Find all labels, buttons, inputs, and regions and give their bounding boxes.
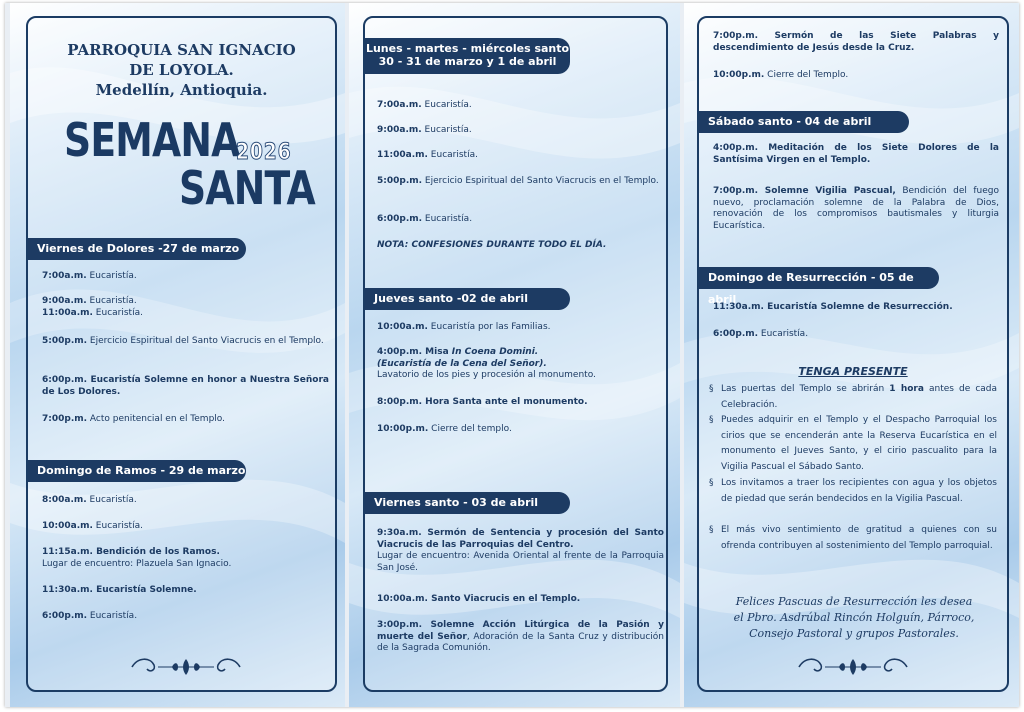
schedule-item: 6:00p.m. Eucaristía. — [713, 329, 809, 339]
schedule-item: 11:00a.m. Eucaristía. — [377, 150, 478, 160]
panel-right-card — [697, 16, 1009, 692]
section-header-sabado-santo: Sábado santo - 04 de abril — [699, 111, 909, 133]
panel-left-card — [26, 16, 337, 692]
schedule-item: 5:00p.m. Ejercicio Espiritual del Santo Viacrucis en el Templo. — [42, 336, 324, 346]
schedule-item: 9:30a.m. Sermón de Sentencia y procesión del Santo Viacrucis de las Parroquias del Centro. Lugar de encuentro: Avenida Oriental al frente de la Parroquia San José. — [377, 528, 664, 573]
section-header-viernes-dolores: Viernes de Dolores -27 de marzo — [28, 238, 246, 260]
section-header-domingo-resurreccion: Domingo de Resurrección - 05 de abril — [699, 267, 939, 289]
panel-middle — [349, 3, 680, 707]
schedule-item: 4:00p.m. Meditación de los Siete Dolores de la Santísima Virgen en el Templo. — [713, 143, 999, 165]
section-header-domingo-ramos: Domingo de Ramos - 29 de marzo — [28, 460, 246, 482]
section-sign-icon: § — [709, 384, 714, 394]
schedule-item: 6:00p.m. Eucaristía. — [42, 611, 138, 621]
section-header-lunes-miercoles: Lunes - martes - miércoles santo 30 - 31 de marzo y 1 de abril — [365, 38, 570, 74]
schedule-item: 5:00p.m. Ejercicio Espiritual del Santo Viacrucis en el Templo. — [377, 176, 659, 186]
schedule-item: 10:00a.m. Santo Viacrucis en el Templo. — [377, 594, 581, 604]
schedule-item: 6:00p.m. Eucaristía. — [377, 214, 473, 224]
title-santa: SANTA — [179, 161, 315, 215]
parish-name-line1: PARROQUIA SAN IGNACIO — [67, 41, 296, 59]
schedule-item: 8:00a.m. Eucaristía. — [42, 495, 137, 505]
schedule-item: 10:00a.m. Eucaristía. — [42, 521, 143, 531]
schedule-item: 7:00p.m. Acto penitencial en el Templo. — [42, 414, 225, 424]
title-year: 2026 — [236, 140, 292, 165]
notice-bullet: § Las puertas del Templo se abrirán 1 hora antes de cada Celebración. — [709, 384, 998, 410]
flourish-ornament-icon — [128, 655, 244, 679]
schedule-item: 7:00p.m. Sermón de las Siete Palabras y descendimiento de Jesús desde la Cruz. — [713, 31, 999, 53]
schedule-item: 11:30a.m. Eucaristía Solemne de Resurrección. — [713, 302, 953, 312]
schedule-item: 10:00a.m. Eucaristía por las Familias. — [377, 322, 551, 332]
schedule-item: 9:00a.m. Eucaristía. — [377, 125, 472, 135]
panel-middle-card — [363, 16, 668, 692]
easter-greeting: Felices Pascuas de Resurrección les desea el Pbro. Asdrúbal Rincón Holguín, Párroco, Consejo Pastoral y grupos Pastorales. — [733, 595, 975, 640]
schedule-item: 7:00p.m. Solemne Vigilia Pascual, Bendición del fuego nuevo, proclamación solemne de la Palabra de Dios, renovación de los compromisos bautismales y liturgia Eucarística. — [713, 186, 1000, 231]
tenga-presente-heading: TENGA PRESENTE — [798, 365, 908, 378]
schedule-item: 4:00p.m. Misa In Coena Domini. (Eucaristía de la Cena del Señor). Lavatorio de los pies y procesión al monumento. — [377, 347, 596, 380]
schedule-item: 11:15a.m. Bendición de los Ramos. Lugar de encuentro: Plazuela San Ignacio. — [42, 547, 232, 569]
parish-location: Medellín, Antioquia. — [95, 81, 268, 99]
parish-name-line2: DE LOYOLA. — [129, 61, 234, 79]
schedule-item: 10:00p.m. Cierre del templo. — [377, 424, 512, 434]
confessions-note: NOTA: CONFESIONES DURANTE TODO EL DÍA. — [377, 240, 607, 250]
section-header-jueves-santo: Jueves santo -02 de abril — [365, 288, 570, 310]
schedule-item: 11:30a.m. Eucaristía Solemne. — [42, 585, 197, 595]
panel-left — [10, 3, 345, 707]
section-header-viernes-santo: Viernes santo - 03 de abril — [365, 492, 570, 514]
schedule-item: 8:00p.m. Hora Santa ante el monumento. — [377, 397, 588, 407]
notice-bullet: § El más vivo sentimiento de gratitud a quienes con su ofrenda contribuyen al sostenimiento del Templo parroquial. — [709, 525, 997, 551]
notice-bullet: § Los invitamos a traer los recipientes con agua y los objetos de piedad que serán bendecidos en la Vigilia Pascual. — [709, 478, 997, 504]
schedule-item: 6:00p.m. Eucaristía Solemne en honor a Nuestra Señora de Los Dolores. — [42, 375, 329, 397]
section-sign-icon: § — [709, 415, 714, 425]
title-semana: SEMANA — [64, 113, 240, 167]
section-sign-icon: § — [709, 525, 714, 535]
schedule-item: 7:00a.m. Eucaristía. — [377, 100, 472, 110]
brochure-sheet — [5, 3, 1019, 707]
schedule-item: 9:00a.m. Eucaristía. — [42, 296, 137, 306]
notice-bullet: § Puedes adquirir en el Templo y el Despacho Parroquial los cirios que se encenderán ante la Reserva Eucarística en el monumento el Jueves Santo, y el cirio pascualito para la Vigilia Pascual el Sábado Santo. — [709, 415, 997, 472]
schedule-item: 7:00a.m. Eucaristía. — [42, 271, 137, 281]
schedule-item: 3:00p.m. Solemne Acción Litúrgica de la Pasión y muerte del Señor, Adoración de la Santa Cruz y distribución de la Sagrada Comunión. — [377, 620, 665, 653]
panel-right — [684, 3, 1019, 707]
section-sign-icon: § — [709, 478, 714, 488]
flourish-ornament-icon — [795, 655, 911, 679]
schedule-item: 11:00a.m. Eucaristía. — [42, 308, 143, 318]
schedule-item: 10:00p.m. Cierre del Templo. — [713, 70, 849, 80]
